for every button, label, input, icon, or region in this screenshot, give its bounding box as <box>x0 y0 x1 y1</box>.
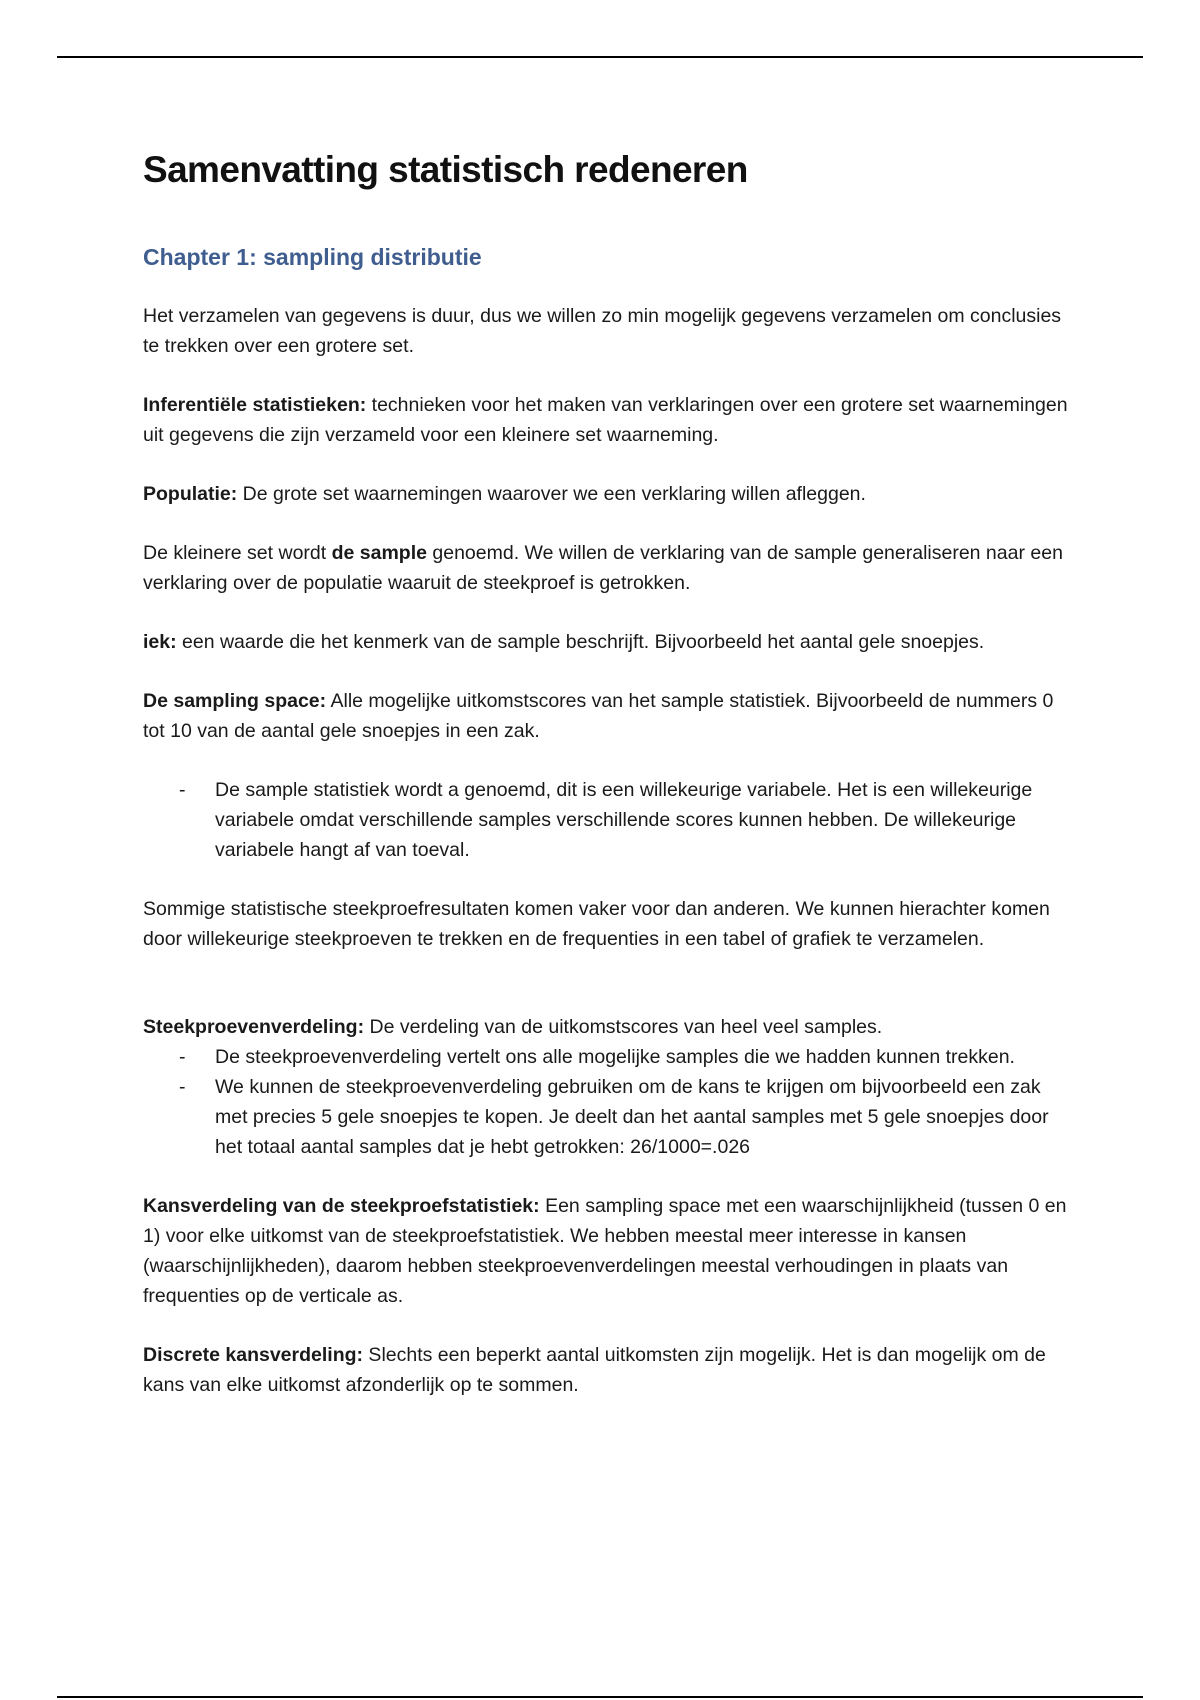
chapter-heading: Chapter 1: sampling distributie <box>143 244 482 270</box>
inferentieel-text: technieken voor het maken van verklaringen over een grotere set waarnemingen uit gegevens die zijn verzameld voor een kleinere set waarneming. <box>143 394 1068 446</box>
list-item-text: We kunnen de steekproevenverdeling gebruiken om de kans te krijgen om bijvoorbeeld een zak met precies 5 gele snoepjes te kopen. Je deelt dan het aantal samples met 5 gele snoepjes door het totaal aantal samples dat je hebt getrokken: 26/1000=.026 <box>215 1076 1049 1158</box>
sampling-space-text: Alle mogelijke uitkomstscores van het sample statistiek. Bijvoorbeeld de nummers 0 tot 10 van de aantal gele snoepjes in een zak. <box>143 690 1054 742</box>
steekproevenverdeling-text: De verdeling van de uitkomstscores van heel veel samples. <box>364 1016 883 1038</box>
discrete-paragraph <box>143 1340 1073 1400</box>
list-item-text: De steekproevenverdeling vertelt ons alle mogelijke samples die we hadden kunnen trekken. <box>215 1046 1015 1068</box>
iek-term: iek: <box>143 631 177 653</box>
steekproevenverdeling-term: Steekproevenverdeling: <box>143 1016 365 1038</box>
populatie-paragraph <box>143 479 1073 509</box>
intro-paragraph: Het verzamelen van gegevens is duur, dus we willen zo min mogelijk gegevens verzamelen om conclusies te trekken over een grotere set. <box>143 305 1062 357</box>
bullet-dash: - <box>179 779 186 801</box>
list-item <box>179 775 1073 865</box>
populatie-term: Populatie: <box>143 483 238 505</box>
sample-before: De kleinere set wordt <box>143 542 332 564</box>
sampling-space-paragraph <box>143 686 1073 746</box>
discrete-term: Discrete kansverdeling: <box>143 1344 364 1366</box>
sample-paragraph <box>143 538 1073 598</box>
sampling-space-list <box>143 775 1073 865</box>
document-title: Samenvatting statistisch redeneren <box>143 149 748 190</box>
bullet-dash: - <box>179 1076 186 1098</box>
kansverdeling-term: Kansverdeling van de steekproefstatistiek: <box>143 1195 540 1217</box>
sampling-space-term: De sampling space: <box>143 690 327 712</box>
inferentieel-paragraph <box>143 390 1073 450</box>
bullet-dash: - <box>179 1046 186 1068</box>
sommige-paragraph: Sommige statistische steekproefresultaten komen vaker voor dan anderen. We kunnen hierachter komen door willekeurige steekproeven te trekken en de frequenties in een tabel of grafiek te verzamelen. <box>143 898 1050 950</box>
sample-term: de sample <box>331 542 427 564</box>
list-item <box>179 1072 1073 1162</box>
kansverdeling-paragraph <box>143 1191 1073 1311</box>
steekproevenverdeling-list <box>143 1042 1073 1162</box>
header-rule <box>57 56 1143 58</box>
populatie-text: De grote set waarnemingen waarover we een verklaring willen afleggen. <box>237 483 866 505</box>
inferentieel-term: Inferentiële statistieken: <box>143 394 367 416</box>
kansverdeling-text: Een sampling space met een waarschijnlijkheid (tussen 0 en 1) voor elke uitkomst van de steekproefstatistiek. We hebben meestal meer interesse in kansen (waarschijnlijkheden), daarom hebben steekproevenverdelingen meestal verhoudingen in plaats van frequenties op de verticale as. <box>143 1195 1067 1307</box>
list-item <box>179 1042 1073 1072</box>
discrete-text: Slechts een beperkt aantal uitkomsten zijn mogelijk. Het is dan mogelijk om de kans van elke uitkomst afzonderlijk op te sommen. <box>143 1344 1046 1396</box>
sample-after: genoemd. We willen de verklaring van de sample generaliseren naar een verklaring over de populatie waaruit de steekproef is getrokken. <box>143 542 1063 594</box>
document-body <box>143 146 1073 1400</box>
footer-rule <box>57 1696 1143 1698</box>
iek-paragraph <box>143 627 1073 657</box>
list-item-text: De sample statistiek wordt a genoemd, dit is een willekeurige variabele. Het is een willekeurige variabele omdat verschillende samples verschillende scores kunnen hebben. De willekeurige variabele hangt af van toeval. <box>215 779 1033 861</box>
iek-text: een waarde die het kenmerk van de sample beschrijft. Bijvoorbeeld het aantal gele snoepjes. <box>176 631 985 653</box>
steekproevenverdeling-paragraph <box>143 1012 1073 1042</box>
